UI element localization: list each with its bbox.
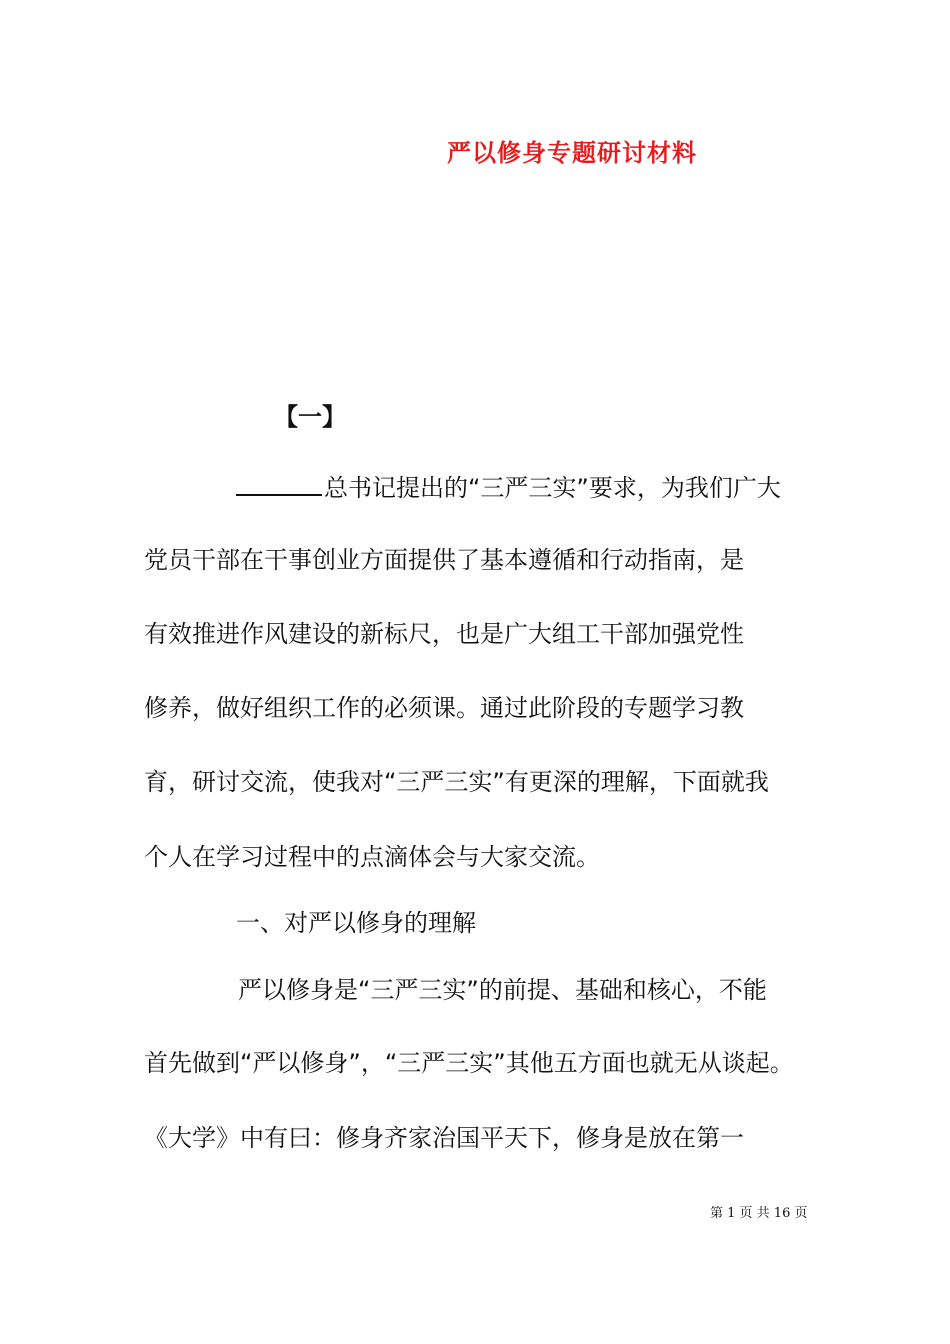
paragraph1-line1 (236, 472, 781, 503)
paragraph2-line3: 《大学》中有曰：修身齐家治国平天下，修身是放在第一 (144, 1124, 744, 1152)
paragraph2-line1: 严以修身是“三严三实”的前提、基础和核心，不能 (238, 976, 767, 1004)
paragraph1-line4: 修养，做好组织工作的必须课。通过此阶段的专题学习教 (144, 694, 744, 722)
heading-1: 一、对严以修身的理解 (236, 909, 476, 937)
paragraph1-line1-text: 总书记提出的“三严三实”要求，为我们广大 (324, 474, 781, 502)
page-footer: 第 1 页 共 16 页 (710, 1206, 808, 1221)
paragraph1-line6: 个人在学习过程中的点滴体会与大家交流。 (144, 843, 600, 871)
document-title: 严以修身专题研讨材料 (447, 138, 697, 167)
paragraph2-line2: 首先做到“严以修身”，“三严三实”其他五方面也就无从谈起。 (144, 1049, 794, 1077)
paragraph1-line5: 育，研讨交流，使我对“三严三实”有更深的理解，下面就我 (144, 768, 769, 796)
name-blank (236, 472, 322, 496)
section-marker: 【一】 (274, 403, 346, 431)
paragraph1-line2: 党员干部在干事创业方面提供了基本遵循和行动指南，是 (144, 546, 744, 574)
paragraph1-line3: 有效推进作风建设的新标尺，也是广大组工干部加强党性 (144, 620, 744, 648)
